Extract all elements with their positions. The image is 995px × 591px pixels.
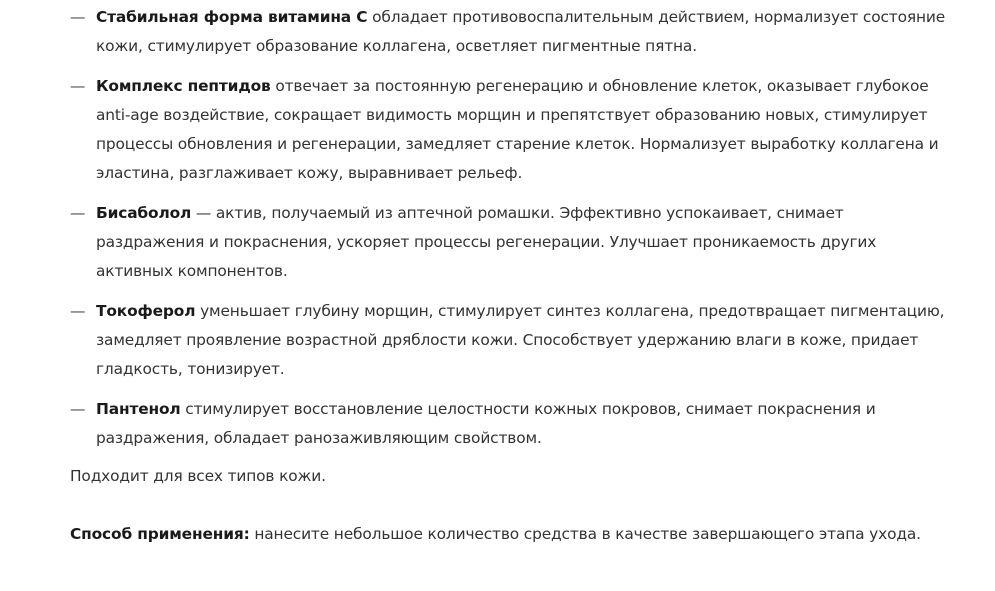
usage-label: Способ применения:	[70, 525, 250, 543]
ingredient-description: обладает противовоспалительным действием, нормализует состояние кожи, стимулирует образование коллагена, осветляет пигментные пятна.	[96, 8, 946, 55]
ingredient-item-panthenol	[70, 395, 950, 453]
ingredient-description: уменьшает глубину морщин, стимулирует синтез коллагена, предотвращает пигментацию, замедляет проявление возрастной дряблости кожи. Способствует удержанию влаги в коже, придает гладкость, тонизирует.	[96, 302, 945, 378]
list-dash: —	[70, 302, 86, 320]
list-dash: —	[70, 204, 86, 222]
usage-instructions	[70, 520, 950, 549]
list-dash: —	[70, 8, 86, 26]
ingredient-item-tocopherol	[70, 297, 950, 384]
list-dash: —	[70, 400, 86, 418]
suitable-skin-text: Подходит для всех типов кожи.	[70, 467, 326, 485]
ingredient-description: стимулирует восстановление целостности кожных покровов, снимает покраснения и раздражения, обладает ранозаживляющим свойством.	[96, 400, 876, 447]
ingredient-list	[70, 3, 950, 453]
ingredient-name: Комплекс пептидов	[96, 77, 271, 95]
ingredient-item-peptides	[70, 72, 950, 188]
ingredient-item-vitamin-c	[70, 3, 950, 61]
ingredient-name: Пантенол	[96, 400, 181, 418]
ingredient-name: Стабильная форма витамина С	[96, 8, 368, 26]
ingredient-description: — актив, получаемый из аптечной ромашки. Эффективно успокаивает, снимает раздражения и покраснения, ускоряет процессы регенерации. Улучшает проникаемость других активных компонентов.	[96, 204, 877, 280]
ingredient-item-bisabolol	[70, 199, 950, 286]
ingredient-name: Токоферол	[96, 302, 196, 320]
usage-text: нанесите небольшое количество средства в качестве завершающего этапа ухода.	[249, 525, 921, 543]
list-dash: —	[70, 77, 86, 95]
ingredient-description: отвечает за постоянную регенерацию и обновление клеток, оказывает глубокое anti-age воздействие, сокращает видимость морщин и препятствует образованию новых, стимулирует процессы обновления и регенерации, замедляет старение клеток. Нормализует выработку коллагена и эластина, разглаживает кожу, выравнивает рельеф.	[96, 77, 939, 182]
ingredient-name: Бисаболол	[96, 204, 192, 222]
